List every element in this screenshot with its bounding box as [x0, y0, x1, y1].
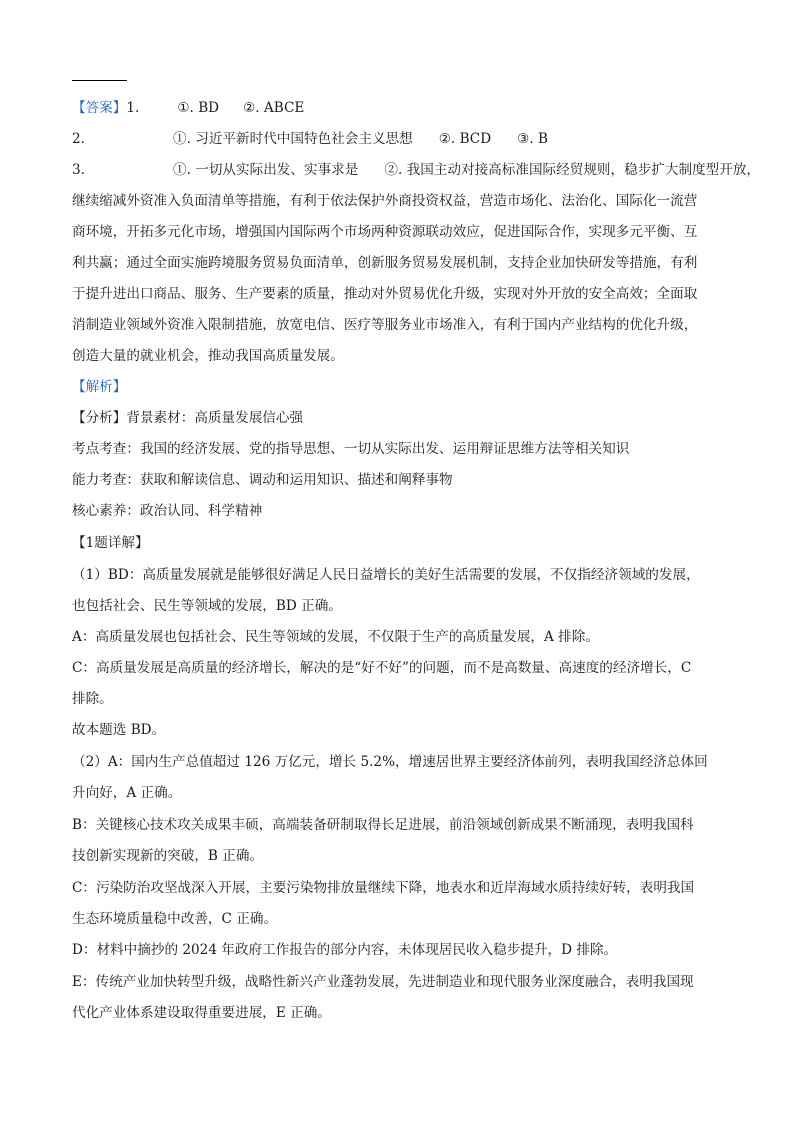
- answer-label: 【答案】: [72, 100, 127, 116]
- answer-q1-line: [72, 98, 732, 118]
- detail-line: C：污染防治攻坚战深入开展，主要污染物排放量继续下降，地表水和近岸海域水质持续好转，表明我国: [72, 880, 695, 896]
- q1-answer-1: ①. BD: [177, 100, 220, 116]
- detail-line: （2）A：国内生产总值超过 126 万亿元，增长 5.2%，增速居世界主要经济体前列，表明我国经济总体回: [72, 754, 708, 770]
- detail-line: 也包括社会、民生等领域的发展，BD 正确。: [72, 598, 342, 614]
- detail-line: C：高质量发展是高质量的经济增长，解决的是“好不好”的问题，而不是高数量、高速度的经济增长，C: [72, 660, 692, 676]
- q3-answer-line: 利共赢；通过全面实施跨境服务贸易负面清单，创新服务贸易发展机制，支持企业加快研发等措施，有利: [72, 255, 698, 271]
- detail-line: D：材料中摘抄的 2024 年政府工作报告的部分内容，未体现居民收入稳步提升，D 排除。: [72, 942, 618, 958]
- analysis-hexin: 核心素养：政治认同、科学精神: [72, 503, 263, 519]
- detail-line: 排除。: [72, 691, 113, 707]
- detail-line: B：关键核心技术攻关成果丰硕，高端装备研制取得长足进展，前沿领域创新成果不断涌现，表明我国科: [72, 817, 694, 833]
- q3-number: 3.: [72, 162, 85, 178]
- analysis-kaodian: 考点考查：我国的经济发展、党的指导思想、一切从实际出发、运用辩证思维方法等相关知识: [72, 441, 630, 457]
- q1-answer-2: ②. ABCE: [243, 100, 305, 116]
- detail-line: 生态环境质量稳中改善，C 正确。: [72, 911, 278, 927]
- q1-number: 1.: [126, 100, 140, 116]
- q3-answer-1: ①. 一切从实际出发、实事求是: [172, 162, 359, 178]
- q3-answer-line: 商环境，开拓多元化市场，增强国内国际两个市场两种资源联动效应，促进国际合作，实现多元平衡、互: [72, 224, 698, 240]
- q3-answer-line: 创造大量的就业机会，推动我国高质量发展。: [72, 348, 344, 364]
- q2-answer-3: ③. B: [517, 131, 548, 147]
- q3-answer-line: 于提升进出口商品、服务、生产要素的质量，推动对外贸易优化升级，实现对外开放的安全高效；全面取: [72, 286, 698, 302]
- q3-answer-line: 继续缩减外资准入负面清单等措施，有利于依法保护外商投资权益，营造市场化、法治化、国际化一流营: [72, 193, 698, 209]
- answer-q3-line: [72, 160, 761, 180]
- detail-line: 故本题选 BD。: [72, 722, 166, 738]
- q2-answer-1: ①. 习近平新时代中国特色社会主义思想: [172, 131, 413, 147]
- analysis-label: 【解析】: [72, 379, 127, 395]
- detail-line: 升向好，A 正确。: [72, 785, 182, 801]
- analysis-fenxi: 【分析】背景素材：高质量发展信心强: [72, 410, 304, 426]
- detail-line: A：高质量发展也包括社会、民生等领域的发展，不仅限于生产的高质量发展，A 排除。: [72, 629, 599, 645]
- top-divider: [72, 80, 127, 81]
- detail-line: 代化产业体系建设取得重要进展，E 正确。: [72, 1005, 331, 1021]
- answer-q2-line: [72, 129, 732, 149]
- q2-answer-2: ②. BCD: [438, 131, 492, 147]
- detail-line: （1）BD：高质量发展就是能够很好满足人民日益增长的美好生活需要的发展，不仅指经济领域的发展，: [72, 567, 700, 583]
- analysis-nengli: 能力考查：获取和解读信息、调动和运用知识、描述和阐释事物: [72, 472, 453, 488]
- detail-label: 【1题详解】: [72, 535, 149, 551]
- q3-answer-2: ②. 我国主动对接高标准国际经贸规则，稳步扩大制度型开放，: [384, 162, 761, 178]
- detail-line: 技创新实现新的突破，B 正确。: [72, 848, 264, 864]
- q2-number: 2.: [72, 131, 85, 147]
- detail-line: E：传统产业加快转型升级，战略性新兴产业蓬勃发展，先进制造业和现代服务业深度融合，表明我国现: [72, 974, 694, 990]
- q3-answer-line: 消制造业领域外资准入限制措施，放宽电信、医疗等服务业市场准入，有利于国内产业结构的优化升级，: [72, 317, 698, 333]
